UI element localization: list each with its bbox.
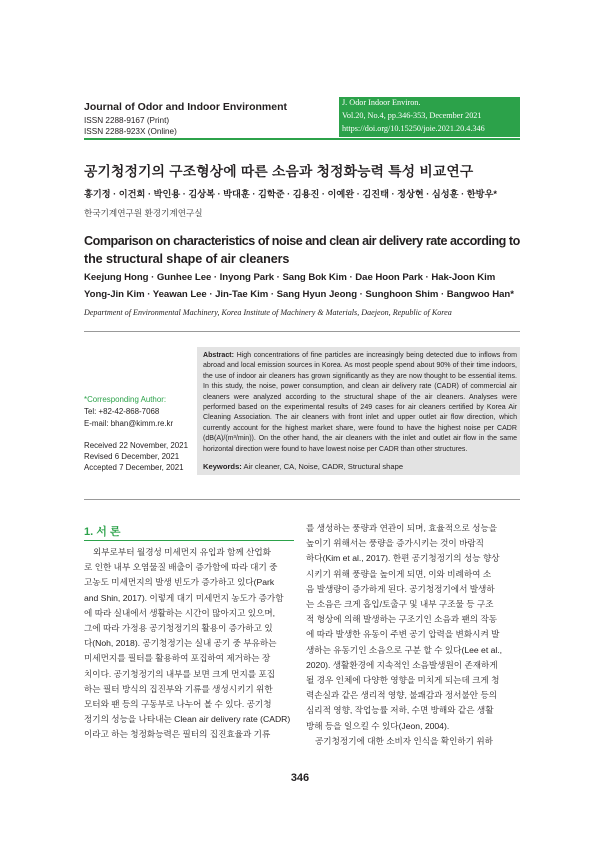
email[interactable]: E-mail: bhan@kimm.re.kr xyxy=(84,419,174,428)
revised-date: Revised 6 December, 2021 xyxy=(84,452,180,461)
english-title-line-1: Comparison on characteristics of noise and clean air delivery rate according to xyxy=(84,234,520,248)
body-line: 될 경우 인체에 다양한 영향을 미치게 되는데 크게 청 xyxy=(306,675,500,685)
body-line: 시키기 위해 풍량을 높이게 되면, 이와 비례하여 소 xyxy=(306,568,492,579)
english-title-line-2: the structural shape of air cleaners xyxy=(84,252,290,266)
body-line: 에 따라 발생한 유동이 주변 공기 압력을 변화시켜 발 xyxy=(306,629,500,640)
body-line: 는 소음은 크게 흡입/토출구 및 내부 구조물 등 구조 xyxy=(306,599,494,609)
received-date: Received 22 November, 2021 xyxy=(84,441,188,450)
divider-top xyxy=(84,331,520,332)
korean-title: 공기청정기의 구조형상에 따른 소음과 청정화능력 특성 비교연구 xyxy=(84,164,474,179)
body-line: 적 형상에 의해 발생하는 구조기인 소음과 팬의 작동 xyxy=(306,614,498,625)
english-title xyxy=(84,232,524,268)
journal-name: Journal of Odor and Indoor Environment xyxy=(84,101,288,113)
body-line: 에 따라 실내에서 생활하는 시간이 많아지고 있으며, xyxy=(84,607,276,618)
body-line: 정기의 성능을 나타내는 Clean air delivery rate (CADR) xyxy=(84,714,291,725)
body-line: 방해 등을 일으킬 수 있다(Jeon, 2004). xyxy=(306,720,450,731)
english-authors-line-1: Keejung Hong · Gunhee Lee · Inyong Park · Sang Bok Kim · Dae Hoon Park · Hak-Joon Kim xyxy=(84,272,496,283)
header-rule xyxy=(84,138,520,140)
body-line: 이라고 하는 청정화능력은 필터의 집진효율과 기류 xyxy=(84,729,271,740)
body-line: 공기청정기에 대한 소비자 인식을 확인하기 위하 xyxy=(315,735,493,746)
keywords-text: Air cleaner, CA, Noise, CADR, Structural shape xyxy=(241,462,404,471)
section-heading: 1. 서 론 xyxy=(84,526,121,538)
body-line: 하는 필터 방식의 집진부와 기류를 생성시키기 위한 xyxy=(84,683,273,694)
body-line: 치이다. 공기청정기의 내부를 보면 크게 먼지를 포집 xyxy=(84,668,276,679)
volume-info: Vol.20, No.4, pp.346-353, December 2021 xyxy=(342,111,482,120)
keywords xyxy=(203,462,403,471)
divider-bottom xyxy=(84,499,520,500)
english-authors xyxy=(84,270,524,303)
body-line: 외부로부터 월경성 미세먼지 유입과 함께 산업화 xyxy=(93,547,271,557)
tel: Tel: +82-42-868-7068 xyxy=(84,407,160,416)
body-line: 모터와 팬 등의 구동부로 나누어 볼 수 있다. 공기청 xyxy=(84,699,272,709)
abstract-text: High concentrations of fine particles are increasingly being detected due to inflows from abroad and local emission sources in Korea. As most people spend about 90% of their time indoors, the use of indoor air cleaners has grown significantly as they are now thought to be essential items. In this study, the noise, power consumption, and clean air delivery rate (CADR) of commercial air cleaners were analyzed according to the structural shape of the air cleaners. Analyses were performed based on the experimental results of 249 cases for air cleaners certified by Korea Air Cleaning Association. The air cleaners with front inlet and upper outlet air flow direction, which currently account for the highest market share, were found to have the highest noise per CADR (dB(A)/(m³/min)). On the other hand, the air cleaners with the inlet and outlet air flow in the same horizontal direction were found to have lowest noise per CADR than other structures. xyxy=(203,352,517,453)
body-line: 그에 따라 가정용 공기청정기의 활용이 증가하고 있 xyxy=(84,623,273,633)
body-line: 높이기 위해서는 풍량을 증가시키는 것이 바람직 xyxy=(306,538,484,549)
corresponding-author-label: *Corresponding Author: xyxy=(84,395,167,404)
body-line: 다(Noh, 2018). 공기청정기는 실내 공기 중 부유하는 xyxy=(84,638,277,649)
korean-authors: 홍기정 · 이건희 · 박인용 · 김상복 · 박대훈 · 김학준 · 김용진 · 이예완 · 김진태 · 정상현 · 심성훈 · 한방우* xyxy=(84,189,497,199)
accepted-date: Accepted 7 December, 2021 xyxy=(84,463,184,472)
body-line: 음 발생량이 증가하게 된다. 공기청정기에서 발생하 xyxy=(306,583,495,594)
issn-online: ISSN 2288-923X (Online) xyxy=(84,127,177,136)
section-heading-rule xyxy=(84,540,294,541)
abstract-box xyxy=(197,347,520,475)
body-line: 심리적 영향, 작업능률 저하, 수면 방해와 같은 생활 xyxy=(306,705,494,716)
body-line: 고농도 미세먼지의 발생 빈도가 증가하고 있다(Park xyxy=(84,577,275,588)
issn-print: ISSN 2288-9167 (Print) xyxy=(84,116,170,125)
page-number: 346 xyxy=(290,772,310,784)
english-affiliation: Department of Environmental Machinery, Korea Institute of Machinery & Materials, Daejeon, Republic of Korea xyxy=(84,308,452,317)
abstract-label: Abstract: xyxy=(203,352,234,359)
body-line: 생하는 유동기인 소음으로 구분 할 수 있다(Lee et al., xyxy=(306,644,503,655)
body-line: 력손실과 같은 생리적 영향, 불쾌감과 정서불안 등의 xyxy=(306,690,498,701)
body-line: 미세먼지를 필터를 활용하여 포집하여 제거하는 장 xyxy=(84,653,271,664)
body-line: 를 생성하는 풍량과 연관이 되며, 효율적으로 성능을 xyxy=(306,523,498,533)
body-line: 하다(Kim et al., 2017). 한편 공기청정기의 성능 향상 xyxy=(306,553,500,564)
keywords-label: Keywords: xyxy=(203,462,242,471)
body-line: 2020). 생활환경에 지속적인 소음발생원이 존재하게 xyxy=(306,659,498,670)
body-line: and Shin, 2017). 이렇게 대기 미세먼지 농도가 증가함 xyxy=(84,592,284,603)
english-authors-line-2: Yong-Jin Kim · Yeawan Lee · Jin-Tae Kim · Sang Hyun Jeong · Sunghoon Shim · Bangwoo Han* xyxy=(84,288,514,300)
body-line: 로 인한 내부 오염물질 배출이 증가함에 따라 대기 중 xyxy=(84,562,278,573)
journal-info-box xyxy=(339,97,520,137)
korean-affiliation: 한국기계연구원 환경기계연구실 xyxy=(84,208,203,218)
doi-link[interactable]: https://doi.org/10.15250/joie.2021.20.4.346 xyxy=(342,124,485,133)
abstract xyxy=(203,351,517,455)
journal-abbrev: J. Odor Indoor Environ. xyxy=(342,98,421,107)
